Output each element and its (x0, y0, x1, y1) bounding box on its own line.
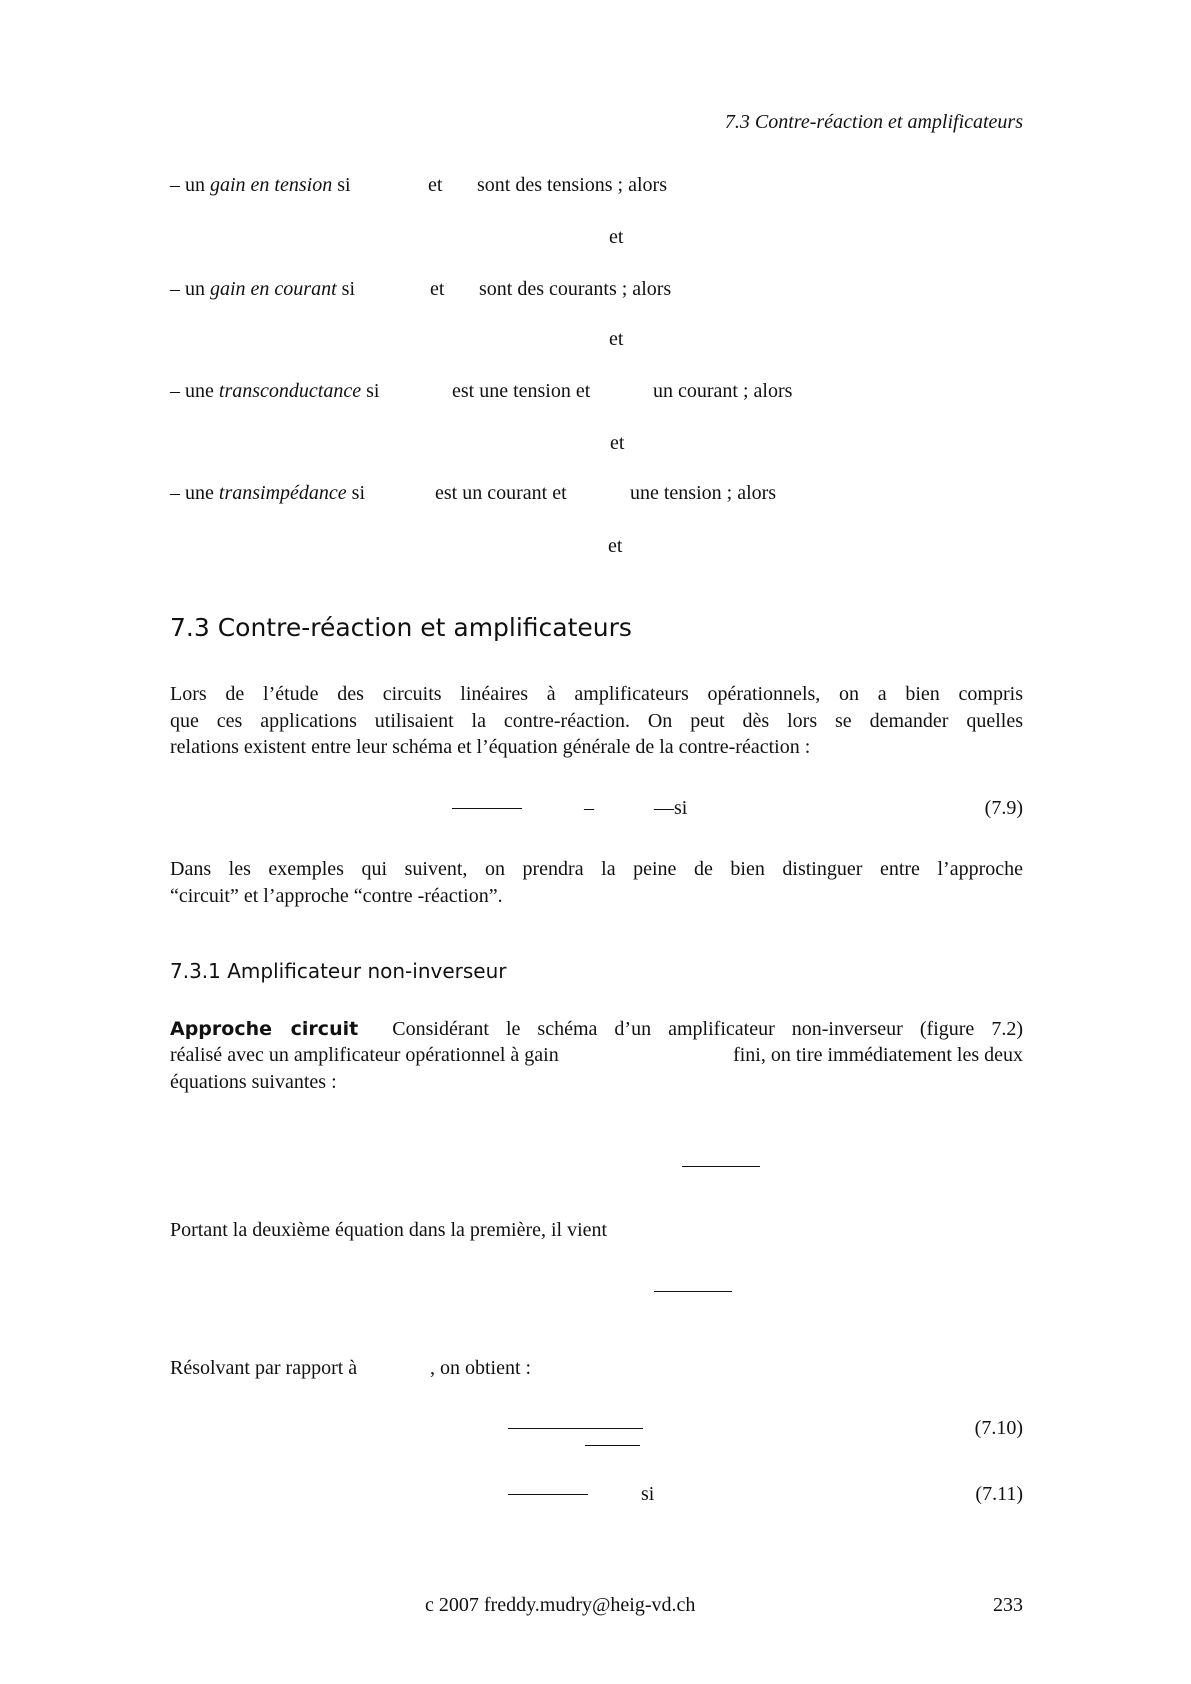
paragraph-line: équations suivantes : (170, 1071, 337, 1093)
page-number: 233 (993, 1594, 1023, 1616)
text-fragment: est une tension et (452, 380, 591, 402)
list-item-label: – une transimpédance si (170, 482, 365, 504)
footer-copyright: c 2007 freddy.mudry@heig-vd.ch (425, 1594, 696, 1616)
list-item-label: – une transconductance si (170, 380, 380, 402)
text-fragment: est un courant et (435, 482, 567, 504)
paragraph-line: “circuit” et l’approche “contre -réaction”. (170, 885, 503, 907)
paragraph-line: Résolvant par rapport à (170, 1357, 358, 1379)
paragraph-line: fini, on tire immédiatement les deux (733, 1044, 1023, 1066)
fraction-bar (508, 1494, 588, 1495)
equation-fragment: et (609, 226, 624, 248)
subsection-heading: 7.3.1 Amplificateur non-inverseur (170, 959, 507, 983)
fraction-bar (585, 1445, 640, 1446)
paragraph-line: réalisé avec un amplificateur opérationnel à gain (170, 1044, 559, 1066)
equation-fragment: et (609, 328, 624, 350)
paragraph-line: relations existent entre leur schéma et l’équation générale de la contre-réaction : (170, 736, 811, 758)
fraction-bar (452, 808, 522, 809)
paragraph-line: Approche circuit Considérant le schéma d’un amplificateur non-inverseur (figure 7.2) (170, 1018, 1023, 1040)
equation-fragment: et (608, 535, 623, 557)
minus-sign: – (584, 797, 594, 819)
run-in-heading: Approche circuit (170, 1018, 359, 1040)
paragraph-line: Portant la deuxième équation dans la première, il vient (170, 1219, 608, 1241)
paragraph-line: Lors de l’étude des circuits linéaires à amplificateurs opérationnels, on a bien compris (170, 683, 1023, 705)
text-fragment: un courant ; alors (653, 380, 793, 402)
equation-number: (7.9) (984, 797, 1023, 819)
text-fragment: une tension ; alors (630, 482, 777, 504)
fraction-bar (508, 1428, 643, 1429)
paragraph-line: , on obtient : (430, 1357, 532, 1379)
fraction-bar (654, 1291, 732, 1292)
equation-fragment: —si (654, 797, 688, 819)
text-fragment: et (428, 174, 443, 196)
equation-fragment: si (641, 1483, 655, 1505)
text-fragment: sont des courants ; alors (479, 278, 672, 300)
text-fragment: et (430, 278, 445, 300)
running-header: 7.3 Contre-réaction et amplificateurs (724, 111, 1023, 133)
equation-fragment: et (610, 432, 625, 454)
paragraph-line: Dans les exemples qui suivent, on prendra la peine de bien distinguer entre l’approche (170, 858, 1023, 880)
list-item-label: – un gain en tension si (170, 174, 351, 196)
list-item-label: – un gain en courant si (170, 278, 355, 300)
equation-number: (7.11) (975, 1483, 1023, 1505)
text-fragment: sont des tensions ; alors (477, 174, 667, 196)
section-heading: 7.3 Contre-réaction et amplificateurs (170, 613, 632, 642)
fraction-bar (682, 1166, 760, 1167)
equation-number: (7.10) (974, 1417, 1023, 1439)
paragraph-line: que ces applications utilisaient la contre-réaction. On peut dès lors se demander quelles (170, 710, 1023, 732)
